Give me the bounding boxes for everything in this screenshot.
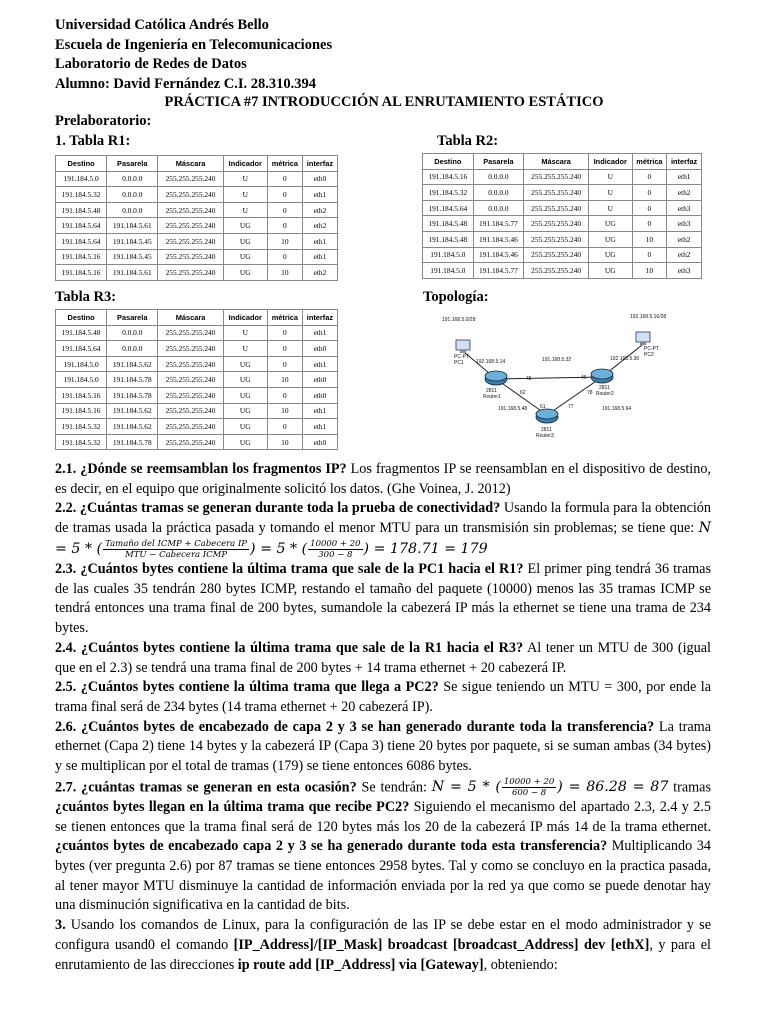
table-cell: 255.255.255.240 [158, 341, 223, 357]
table-cell: 191.184.5.0 [423, 263, 474, 279]
table-cell: eth0 [302, 387, 337, 403]
table-cell: 10 [267, 265, 302, 281]
table-cell: 191.184.5.0 [56, 372, 107, 388]
table-row [423, 263, 702, 279]
table-cell: U [223, 325, 267, 341]
table-cell: UG [223, 218, 267, 234]
answer-3: 3. Usando los comandos de Linux, para la configuración de las IP se debe estar en el modo administrador y se configura usand0 el comando [IP_Address]/[IP_Mask] broadcast [broadcast_Address] dev [ethX], y para el enrutamiento de las direcciones ip route add [IP_Address] via [Gateway], obteniendo: [55, 917, 712, 973]
table-cell: 255.255.255.240 [158, 171, 223, 187]
table-cell: 0 [632, 185, 667, 201]
table-cell: UG [223, 265, 267, 281]
table-cell: 0 [267, 171, 302, 187]
table-row [56, 341, 338, 357]
table-cell: U [223, 187, 267, 203]
table-cell: 0.0.0.0 [473, 169, 524, 185]
table-cell: 191.184.5.64 [56, 218, 107, 234]
label-ip-pc2: 192.168.5.30 [610, 356, 640, 362]
table-cell: eth3 [667, 263, 702, 279]
table-cell: 255.255.255.240 [158, 356, 223, 372]
table-cell: 255.255.255.240 [524, 216, 589, 232]
table-cell: 191.184.5.0 [56, 356, 107, 372]
document-header [55, 16, 332, 94]
answer-2-4: 2.4. ¿Cuántos bytes contiene la última trama que sale de la R1 hacia el R3? Al tener un MTU de 300 (igual que en el 2.3) se tendrá una trama final de 200 bytes + 14 trama ethernet + 20 cabezerá IP. [55, 639, 711, 676]
university-name: Universidad Católica Andrés Bello [55, 17, 269, 33]
table-cell: 0 [267, 419, 302, 435]
answer-2-3: 2.3. ¿Cuántos bytes contiene la última trama que sale de la PC1 hacia el R1? El primer ping tendrá 36 tramas de las cuales 35 tendrán 280 bytes ICMP, restando el tamaño del paquete (10000) menos las 35 tramas ICMP se tendrá entonces una trama final de 200 bytes, sumandole la cabezerá IP más la ethernet se tiene una trama de 234 bytes. [55, 561, 711, 637]
column-header: métrica [267, 310, 302, 326]
table-cell: UG [588, 231, 632, 247]
table-cell: U [223, 202, 267, 218]
table-cell: U [223, 341, 267, 357]
column-header: Destino [423, 154, 474, 170]
table-cell: 0 [267, 325, 302, 341]
column-header: Pasarela [473, 154, 524, 170]
table-row [56, 187, 338, 203]
label-r1-name: Router1 [483, 394, 501, 400]
topology-label: Topología: [423, 289, 489, 305]
school-name: Escuela de Ingeniería en Telecomunicaciones [55, 36, 333, 53]
table-cell: 255.255.255.240 [158, 403, 223, 419]
table-row [56, 434, 338, 450]
table-row [56, 325, 338, 341]
table-cell: 0 [267, 341, 302, 357]
label-net-pc2: 192.168.5.16/28 [630, 314, 667, 320]
label-pc1-type: PC-PT [454, 354, 469, 360]
table-row [423, 216, 702, 232]
table-cell: 191.184.5.32 [423, 185, 474, 201]
table-cell: UG [223, 372, 267, 388]
table-cell: 191.184.5.62 [107, 403, 158, 419]
table-cell: 0.0.0.0 [473, 200, 524, 216]
table-cell: 255.255.255.240 [158, 387, 223, 403]
table-cell: eth2 [302, 218, 337, 234]
table-cell: U [588, 169, 632, 185]
label-pc2-name: PC2 [644, 352, 654, 358]
table-cell: 0.0.0.0 [107, 171, 158, 187]
router2-icon [591, 369, 613, 383]
table-cell: 191.184.5.64 [56, 233, 107, 249]
table-cell: 0 [267, 387, 302, 403]
table-cell: eth3 [667, 200, 702, 216]
table-cell: 255.255.255.240 [158, 434, 223, 450]
column-header: métrica [267, 156, 302, 172]
table-r1-label: 1. Tabla R1: [55, 133, 131, 149]
table-cell: 191.184.5.64 [423, 200, 474, 216]
table-row [56, 171, 338, 187]
table-cell: 191.184.5.48 [56, 202, 107, 218]
table-cell: U [223, 171, 267, 187]
table-cell: UG [223, 356, 267, 372]
table-row [56, 403, 338, 419]
table-row [56, 202, 338, 218]
label-net-pc1: 191.168.5.0/28 [442, 317, 476, 323]
table-cell: 255.255.255.240 [158, 372, 223, 388]
table-r2-label: Tabla R2: [437, 133, 499, 149]
table-row [56, 372, 338, 388]
equation-frames-1: N = 5 * ( $\frac{\text{Tamaño del ICMP + Cabecera IP}}{\text{MTU − Cabecera ICMP}}$ ) = 5 * ( $\frac{10000 + 20}{300 - 8}$ ) = 178.71 = 179 [55, 520, 711, 560]
answer-2-1: 2.1. ¿Dónde se reemsamblan los fragmentos IP? Los fragmentos IP se reensamblan en el dispositivo de destino, es decir, en el equipo que originalmente solicitó los datos. (Ghe Voinea, J. 2012) [55, 461, 711, 497]
table-cell: 0 [267, 356, 302, 372]
table-cell: UG [223, 403, 267, 419]
table-row [423, 231, 702, 247]
table-cell: 255.255.255.240 [158, 419, 223, 435]
table-cell: 10 [267, 372, 302, 388]
table-cell: 0 [632, 200, 667, 216]
table-cell: U [588, 200, 632, 216]
table-cell: 191.184.5.61 [107, 265, 158, 281]
table-cell: 255.255.255.240 [524, 263, 589, 279]
table-row [423, 185, 702, 201]
table-cell: 191.184.5.62 [107, 356, 158, 372]
practice-title: PRÁCTICA #7 INTRODUCCIÓN AL ENRUTAMIENTO ESTÁTICO [164, 94, 604, 110]
table-cell: 191.184.5.78 [107, 372, 158, 388]
routing-table-r2 [422, 153, 702, 279]
table-cell: 191.184.5.32 [56, 187, 107, 203]
table-cell: 191.184.5.78 [107, 434, 158, 450]
answer-2-5: 2.5. ¿Cuántos bytes contiene la última trama que llega a PC2? Se sigue teniendo un MTU = 300, por ende la trama final será de 234 bytes (14 trama ethernet + 20 cabezerá IP). [55, 679, 711, 715]
table-cell: 255.255.255.240 [158, 233, 223, 249]
table-row [56, 356, 338, 372]
table-cell: 255.255.255.240 [524, 185, 589, 201]
table-cell: 0.0.0.0 [107, 202, 158, 218]
column-header: Indicador [588, 154, 632, 170]
table-row [56, 387, 338, 403]
label-r1-model: 2811 [486, 388, 497, 394]
table-cell: 10 [267, 434, 302, 450]
prelab-heading: Prelaboratorio: [55, 113, 152, 129]
table-r3-label: Tabla R3: [55, 289, 117, 305]
table-header-row [56, 156, 338, 172]
table-cell: UG [588, 247, 632, 263]
table-cell: 191.184.5.32 [56, 419, 107, 435]
table-cell: eth2 [302, 265, 337, 281]
table-cell: 191.184.5.16 [56, 249, 107, 265]
table-cell: 191.184.5.45 [107, 249, 158, 265]
table-cell: eth0 [302, 171, 337, 187]
table-cell: UG [223, 419, 267, 435]
table-cell: 0.0.0.0 [473, 185, 524, 201]
table-cell: 0 [632, 169, 667, 185]
table-cell: 191.184.5.78 [107, 387, 158, 403]
table-cell: 0.0.0.0 [107, 325, 158, 341]
table-cell: eth2 [302, 202, 337, 218]
label-if-r2-r3: 78 [587, 390, 593, 396]
table-cell: 255.255.255.240 [158, 265, 223, 281]
table-cell: 191.184.5.0 [56, 171, 107, 187]
column-header: Indicador [223, 310, 267, 326]
table-cell: 0 [267, 218, 302, 234]
label-r2-name: Router2 [596, 391, 614, 397]
label-r2-model: 2811 [599, 385, 610, 391]
table-cell: eth1 [302, 325, 337, 341]
table-cell: 191.184.5.77 [473, 216, 524, 232]
table-cell: 191.184.5.16 [423, 169, 474, 185]
answer-2-2: 2.2. ¿Cuántas tramas se generan durante toda la prueba de conectividad? Usando la formula para la obtención de tramas usada la práctica pasada y tomando el menor MTU para un transmisión sin problemas; se tiene que: N = 5 * ( $\frac{\text{Tamaño del ICMP + Cabecera IP}}{\text{MTU − Cabecera ICMP}}$ ) = 5 * ( $\frac{10000 + 20}{300 - 8}$ ) = 178.71 = 179 [55, 500, 711, 560]
table-cell: 255.255.255.240 [524, 169, 589, 185]
label-if-r1-r3: 62 [520, 390, 526, 396]
column-header: interfaz [302, 156, 337, 172]
table-cell: 10 [632, 263, 667, 279]
student-name: Alumno: David Fernández C.I. 28.310.394 [55, 75, 317, 92]
label-net-left: 191.168.5.48 [498, 406, 528, 412]
table-cell: 191.184.5.48 [56, 325, 107, 341]
table-cell: 255.255.255.240 [158, 325, 223, 341]
table-cell: eth0 [302, 341, 337, 357]
table-cell: 0 [632, 247, 667, 263]
column-header: Máscara [158, 310, 223, 326]
answer-2-7: 2.7. ¿cuántas tramas se generan en esta ocasión? Se tendrán: N = 5 * ( $\frac{10000 + 20}{600 - 8}$ ) = 86.28 = 87 tramas ¿cuántos bytes llegan en la última trama que recibe PC2? Siguiendo el mecanismo del apartado 2.3, 2.4 y 2.5 se tienen entonces que la trama final será de 120 bytes más los 20 de la cabezerá IP más 14 de la trama ethernet. ¿cuántos bytes de encabezado capa 2 y 3 se ha generado durante toda esta transferencia? Multiplicando 34 bytes (ver pregunta 2.6) por 87 tramas se tiene entonces 2958 bytes. Tal y como se concluyo en la practica pasada, al tener mayor MTU disminuye la cantidad de información enviada por la red ya que como se puede denotar hay una disminución significativa en la cantidad de bits. [55, 776, 711, 914]
table-row [423, 247, 702, 263]
table-cell: 0.0.0.0 [107, 341, 158, 357]
table-cell: eth1 [302, 419, 337, 435]
table-row [423, 169, 702, 185]
column-header: Indicador [223, 156, 267, 172]
table-cell: 0 [267, 187, 302, 203]
table-cell: 191.184.5.48 [423, 231, 474, 247]
table-cell: 0 [267, 202, 302, 218]
table-cell: 191.184.5.16 [56, 265, 107, 281]
routing-table-r1 [55, 155, 338, 281]
table-cell: 191.184.5.61 [107, 218, 158, 234]
table-cell: eth3 [667, 216, 702, 232]
column-header: Máscara [524, 154, 589, 170]
equation-frames-2: N = 5 * ( $\frac{10000 + 20}{600 - 8}$ ) = 86.28 = 87 [431, 776, 669, 798]
table-cell: 255.255.255.240 [524, 247, 589, 263]
table-cell: eth1 [302, 233, 337, 249]
table-cell: 0 [267, 249, 302, 265]
table-cell: eth1 [302, 187, 337, 203]
label-if-r2-mid: 46 [581, 375, 587, 381]
table-row [56, 265, 338, 281]
table-cell: UG [588, 263, 632, 279]
lab-name: Laboratorio de Redes de Datos [55, 56, 247, 72]
table-cell: 10 [267, 233, 302, 249]
table-cell: eth0 [302, 434, 337, 450]
label-if-r3-r2: 77 [568, 404, 574, 410]
table-cell: 255.255.255.240 [158, 202, 223, 218]
table-cell: 191.184.5.0 [423, 247, 474, 263]
table-cell: 191.184.5.48 [423, 216, 474, 232]
table-row [56, 249, 338, 265]
table-cell: U [588, 185, 632, 201]
table-cell: 191.184.5.77 [473, 263, 524, 279]
table-cell: eth2 [667, 185, 702, 201]
link-r3-r2 [547, 377, 602, 415]
table-cell: eth1 [302, 403, 337, 419]
table-cell: 191.184.5.62 [107, 419, 158, 435]
table-cell: UG [223, 434, 267, 450]
table-row [56, 218, 338, 234]
label-r3-name: Router3 [536, 433, 554, 439]
answer-2-6: 2.6. ¿Cuántos bytes de encabezado de capa 2 y 3 se han generado durante toda la transferencia? La trama ethernet (Capa 2) tiene 14 bytes y la cabezerá IP (Capa 3) tiene 20 bytes por paquete, si se suman ambas (34 bytes) y se multiplican por el total de tramas (179) se tiene entonces 6086 bytes. [55, 718, 711, 775]
table-cell: UG [588, 216, 632, 232]
table-cell: 191.184.5.64 [56, 341, 107, 357]
table-cell: 191.184.5.32 [56, 434, 107, 450]
table-cell: 255.255.255.240 [158, 187, 223, 203]
table-row [423, 200, 702, 216]
table-cell: 191.184.5.46 [473, 231, 524, 247]
column-header: Destino [56, 156, 107, 172]
table-cell: 255.255.255.240 [158, 218, 223, 234]
router1-icon [485, 371, 507, 385]
table-cell: 191.184.5.16 [56, 403, 107, 419]
table-cell: eth0 [302, 372, 337, 388]
table-cell: 0 [632, 216, 667, 232]
router3-icon [536, 409, 558, 423]
table-cell: UG [223, 387, 267, 403]
pc1-icon [456, 340, 470, 353]
table-cell: 255.255.255.240 [524, 200, 589, 216]
answers-body [55, 460, 711, 975]
label-r3-model: 2811 [541, 427, 552, 433]
table-header-row [56, 310, 338, 326]
column-header: métrica [632, 154, 667, 170]
table-cell: eth2 [667, 247, 702, 263]
table-row [56, 233, 338, 249]
network-topology-diagram [424, 307, 714, 447]
label-net-right: 191.168.5.64 [602, 406, 632, 412]
label-pc1-name: PC1 [454, 360, 464, 366]
table-cell: eth1 [302, 249, 337, 265]
pc2-icon [636, 332, 650, 345]
table-header-row [423, 154, 702, 170]
column-header: Máscara [158, 156, 223, 172]
label-ip-pc1: 192.168.5.14 [476, 359, 506, 365]
routing-table-r3 [55, 309, 338, 450]
table-cell: 10 [267, 403, 302, 419]
table-cell: eth1 [302, 356, 337, 372]
column-header: Pasarela [107, 310, 158, 326]
label-if-r1-mid: 45 [526, 376, 532, 382]
table-cell: 191.184.5.16 [56, 387, 107, 403]
table-cell: 0.0.0.0 [107, 187, 158, 203]
table-cell: 191.184.5.46 [473, 247, 524, 263]
table-cell: 191.184.5.45 [107, 233, 158, 249]
table-cell: 10 [632, 231, 667, 247]
table-cell: 255.255.255.240 [524, 231, 589, 247]
column-header: interfaz [667, 154, 702, 170]
table-cell: eth1 [667, 169, 702, 185]
label-if-r3-r1: 61 [540, 404, 546, 410]
table-cell: UG [223, 249, 267, 265]
column-header: Pasarela [107, 156, 158, 172]
label-pc2-type: PC-PT [644, 346, 659, 352]
column-header: Destino [56, 310, 107, 326]
column-header: interfaz [302, 310, 337, 326]
table-row [56, 419, 338, 435]
table-cell: UG [223, 233, 267, 249]
table-cell: eth2 [667, 231, 702, 247]
label-net-mid: 191.168.5.32 [542, 357, 572, 363]
table-cell: 255.255.255.240 [158, 249, 223, 265]
